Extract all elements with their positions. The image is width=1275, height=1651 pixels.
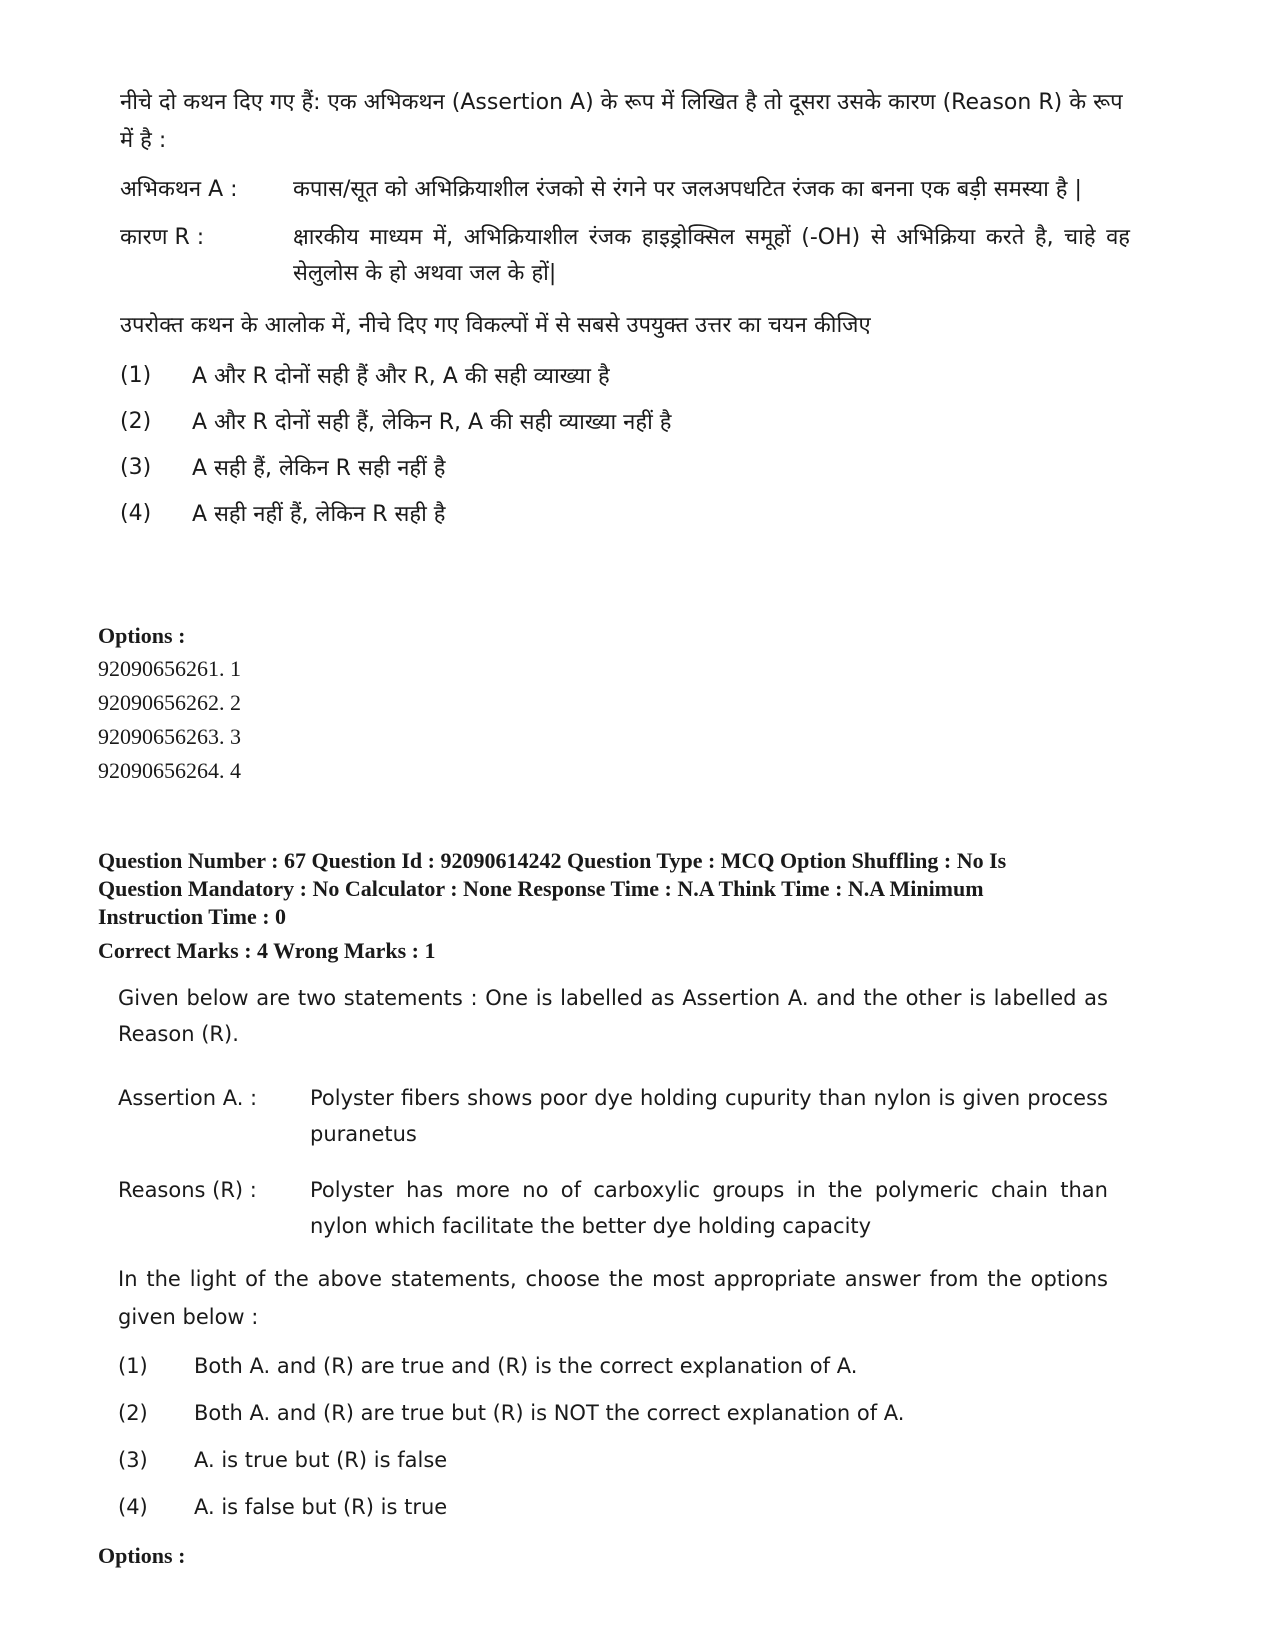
options-heading: Options : [98,623,186,648]
choice-number: (1) [120,362,152,388]
english-choice [118,1483,1108,1530]
hindi-assertion [120,172,1130,208]
hindi-choices [120,352,1130,536]
english-choice [118,1389,1108,1436]
choice-text: Both A. and (R) are true and (R) is the correct explanation of A. [194,1353,858,1378]
choice-number: (2) [120,408,152,434]
hindi-choice [120,352,1130,398]
option-item[interactable]: 92090656262. 2 [98,690,241,715]
hindi-choice [120,444,1130,490]
choice-text: A और R दोनों सही हैं और R, A की सही व्याख्या है [192,364,610,389]
english-intro: Given below are two statements : One is labelled as Assertion A. and the other is labelled as Reason (R). [118,986,1108,1046]
meta-line-1: Question Number : 67 Question Id : 92090614242 Question Type : MCQ Option Shuffling : No Is [98,848,1007,873]
option-item[interactable]: 92090656264. 4 [98,758,241,783]
hindi-assertion-text: कपास/सूत को अभिक्रियाशील रंजको से रंगने पर जलअपधटित रंजक का बनना एक बड़ी समस्या है | [293,177,1082,202]
hindi-choice [120,490,1130,536]
option-item[interactable]: 92090656261. 1 [98,656,241,681]
choice-number: (1) [118,1353,148,1378]
hindi-intro: नीचे दो कथन दिए गए हैं: एक अभिकथन (Assertion A) के रूप में लिखित है तो दूसरा उसके कारण (Reason R) के रूप में है : [120,90,1123,153]
hindi-assertion-label: अभिकथन A : [120,177,238,202]
english-reason-label: Reasons (R) : [118,1178,257,1202]
choice-text: Both A. and (R) are true but (R) is NOT the correct explanation of A. [194,1400,905,1425]
marks-line: Correct Marks : 4 Wrong Marks : 1 [98,938,436,963]
english-question [118,980,1108,1530]
english-assertion [118,1080,1108,1152]
hindi-reason-label: कारण R : [120,225,205,250]
choice-number: (4) [120,500,152,526]
english-reason [118,1172,1108,1244]
options-heading: Options : [98,1543,186,1568]
choice-number: (2) [118,1400,148,1425]
hindi-choice [120,398,1130,444]
choice-text: A. is true but (R) is false [194,1447,448,1472]
choice-number: (3) [120,454,152,480]
choice-text: A सही हैं, लेकिन R सही नहीं है [192,456,446,481]
choice-number: (3) [118,1447,148,1472]
english-reason-text: Polyster has more no of carboxylic groups in the polymeric chain than nylon which facilitate the better dye holding capacity [310,1178,1108,1238]
choice-number: (4) [118,1494,148,1519]
options-list-2 [98,1540,185,1572]
english-assertion-text: Polyster fibers shows poor dye holding cupurity than nylon is given process puranetus [310,1086,1108,1146]
hindi-question [120,84,1130,536]
english-instruction: In the light of the above statements, choose the most appropriate answer from the options given below : [118,1267,1108,1329]
meta-line-3: Instruction Time : 0 [98,904,287,929]
hindi-reason-text: क्षारकीय माध्यम में, अभिक्रियाशील रंजक हाइड्रोक्सिल समूहों (-OH) से अभिक्रिया करते है, चाहे वह सेलुलोस के हो अथवा जल के हों| [293,225,1130,286]
hindi-instruction: उपरोक्त कथन के आलोक में, नीचे दिए गए विकल्पों में से सबसे उपयुक्त उत्तर का चयन कीजिए [120,313,871,338]
options-list [98,620,1098,788]
english-choice [118,1436,1108,1483]
choice-text: A. is false but (R) is true [194,1494,448,1519]
meta-line-2: Question Mandatory : No Calculator : None Response Time : N.A Think Time : N.A Minimum [98,876,984,901]
english-choices [118,1342,1108,1530]
question-meta [98,847,1138,965]
option-item[interactable]: 92090656263. 3 [98,724,241,749]
english-assertion-label: Assertion A. : [118,1086,258,1110]
hindi-reason [120,220,1130,292]
english-choice [118,1342,1108,1389]
choice-text: A और R दोनों सही हैं, लेकिन R, A की सही व्याख्या नहीं है [192,410,672,435]
choice-text: A सही नहीं हैं, लेकिन R सही है [192,502,446,527]
